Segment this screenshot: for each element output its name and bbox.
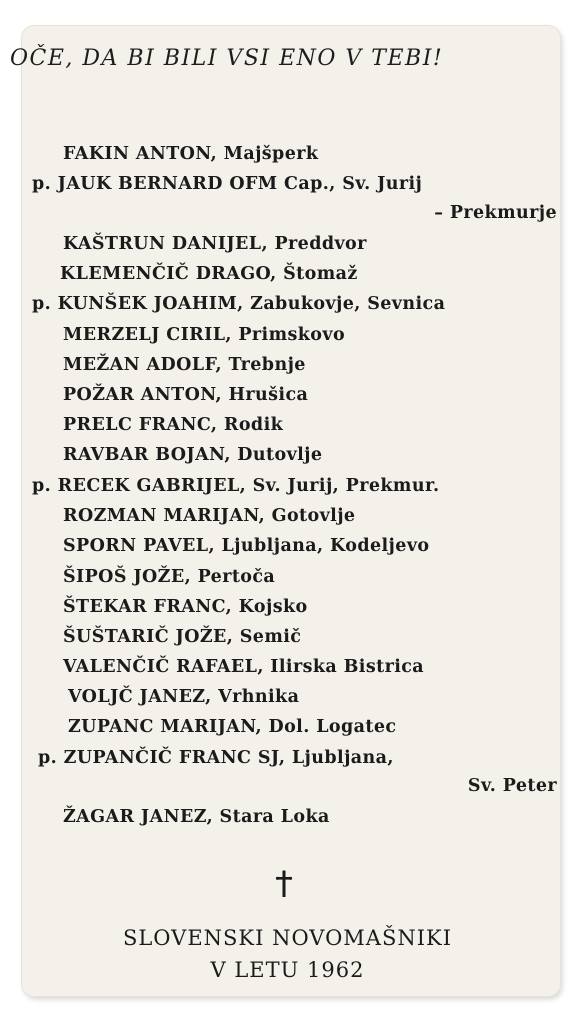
- list-item: [63, 506, 355, 526]
- entry-text: VALENČIČ RAFAEL, Ilirska Bistrica: [63, 657, 425, 677]
- entry-text: VOLJČ JANEZ, Vrhnika: [68, 687, 300, 707]
- entry-text: POŽAR ANTON, Hrušica: [63, 385, 309, 405]
- list-item: [63, 597, 308, 617]
- latin-cross-icon: [275, 870, 293, 898]
- entry-text: MEŽAN ADOLF, Trebnje: [63, 355, 306, 375]
- entry-text: PRELC FRANC, Rodik: [63, 415, 284, 435]
- list-item: [32, 476, 439, 496]
- list-item: [63, 567, 275, 587]
- entry-prefix: p.: [32, 476, 52, 496]
- list-item: [32, 174, 422, 194]
- entry-text: KUNŠEK JOAHIM, Zabukovje, Sevnica: [57, 294, 446, 314]
- list-item: [63, 657, 424, 677]
- list-item: [68, 687, 299, 707]
- entry-text: KAŠTRUN DANIJEL, Preddvor: [63, 234, 367, 254]
- footer-title: SLOVENSKI NOVOMAŠNIKI: [122, 926, 453, 950]
- list-item: [60, 264, 358, 284]
- entry-text: ŠUŠTARIČ JOŽE, Semič: [63, 627, 302, 647]
- entry-text: MERZELJ CIRIL, Primskovo: [63, 325, 346, 345]
- motto-heading: OČE, DA BI BILI VSI ENO V TEBI!: [10, 46, 444, 71]
- entry-text: FAKIN ANTON, Majšperk: [63, 144, 319, 164]
- entry-text: RECEK GABRIJEL, Sv. Jurij, Prekmur.: [57, 476, 440, 496]
- list-item: [63, 144, 318, 164]
- list-item: [32, 294, 445, 314]
- list-item: [63, 355, 306, 375]
- list-item: [63, 234, 367, 254]
- entry-text: ŠTEKAR FRANC, Kojsko: [63, 597, 308, 617]
- entry-cont-text: Sv. Peter: [467, 776, 557, 796]
- entry-cont-text: – Prekmurje: [434, 203, 557, 223]
- list-item: [38, 748, 394, 768]
- list-item: [63, 807, 330, 827]
- footer-year: V LETU 1962: [210, 958, 365, 982]
- entry-text: ZUPANC MARIJAN, Dol. Logatec: [68, 717, 397, 737]
- entry-text: JAUK BERNARD OFM Cap., Sv. Jurij: [57, 174, 423, 194]
- list-item: [63, 536, 429, 556]
- entry-text: SPORN PAVEL, Ljubljana, Kodeljevo: [63, 536, 430, 556]
- entry-text: RAVBAR BOJAN, Dutovlje: [63, 445, 323, 465]
- list-item: [63, 445, 322, 465]
- entry-prefix: p.: [32, 174, 52, 194]
- list-item: [63, 415, 283, 435]
- entry-text: ROZMAN MARIJAN, Gotovlje: [63, 506, 356, 526]
- entry-text: ZUPANČIČ FRANC SJ, Ljubljana,: [63, 748, 394, 768]
- entry-prefix: p.: [32, 294, 52, 314]
- entry-continuation: [468, 776, 557, 796]
- list-item: [63, 385, 308, 405]
- list-item: [63, 627, 301, 647]
- entry-text: ŽAGAR JANEZ, Stara Loka: [63, 807, 330, 827]
- list-item: [63, 325, 345, 345]
- entry-prefix: p.: [38, 748, 58, 768]
- entry-text: KLEMENČIČ DRAGO, Štomaž: [60, 264, 358, 284]
- entry-continuation: [434, 203, 557, 223]
- entry-text: ŠIPOŠ JOŽE, Pertoča: [63, 567, 276, 587]
- list-item: [68, 717, 396, 737]
